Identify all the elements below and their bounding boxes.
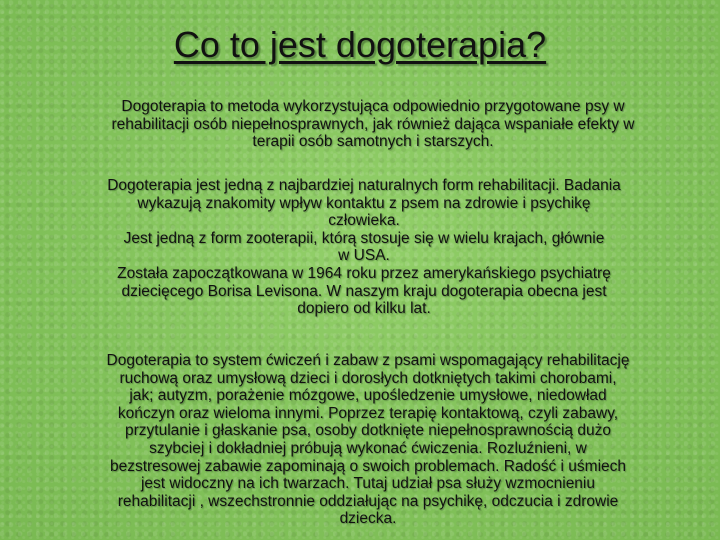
text-line: Została zapoczątkowana w 1964 roku przez amerykańskiego psychiatrę: [117, 264, 611, 282]
text-line: dopiero od kilku lat.: [297, 300, 431, 318]
text-line: rehabilitacji , wszechstronnie oddziałując na psychikę, odczucia i zdrowie: [117, 492, 619, 510]
text-line: jak; autyzm, porażenie mózgowe, upośledzenie umysłowe, niedowład: [129, 387, 607, 405]
text-line: Dogoterapia jest jedną z najbardziej naturalnych form rehabilitacji. Badania: [107, 177, 621, 194]
text-line: Dogoterapia to system ćwiczeń i zabaw z psami wspomagający rehabilitację: [106, 352, 630, 369]
text-line: dziecka.: [339, 510, 397, 528]
text-line: Jest jedną z form zooterapii, którą stosuje się w wielu krajach, głównie: [123, 229, 605, 247]
text-line: dziecięcego Borisa Levisona. W naszym kraju dogoterapia obecna jest: [121, 282, 607, 300]
text-line: Dogoterapia to metoda wykorzystująca odpowiednio przygotowane psy w: [121, 98, 625, 115]
paragraph-system: [50, 352, 686, 528]
text-line: szybciej i dokładniej próbują wykonać ćwiczenia. Rozluźnieni, w: [149, 439, 587, 457]
text-line: w USA.: [338, 247, 390, 265]
text-line: bezstresowej zabawie zapominają o swoich problemach. Radość i uśmiech: [109, 457, 627, 475]
text-line: rehabilitacji osób niepełnosprawnych, jak również dająca wspaniałe efekty w: [111, 115, 635, 133]
text-line: ruchową oraz umysłową dzieci i dorosłych dotkniętych takimi chorobami,: [119, 369, 617, 387]
text-line: przytulanie i głaskanie psa, osoby dotknięte niepełnosprawnością dużo: [125, 422, 611, 440]
slide-title: Co to jest dogoterapia?: [173, 24, 547, 65]
paragraph-history: [52, 177, 676, 318]
text-line: terapii osób samotnych i starszych.: [252, 133, 494, 151]
text-line: wykazują znakomity wpływ kontaktu z psem na zdrowie i psychikę: [137, 194, 591, 212]
text-line: kończyn oraz wieloma innymi. Poprzez terapię kontaktową, czyli zabawy,: [117, 404, 619, 422]
text-line: człowieka.: [328, 212, 400, 230]
text-line: jest widoczny na ich twarzach. Tutaj udział psa służy wzmocnieniu: [140, 475, 595, 493]
paragraph-intro: [58, 98, 688, 151]
